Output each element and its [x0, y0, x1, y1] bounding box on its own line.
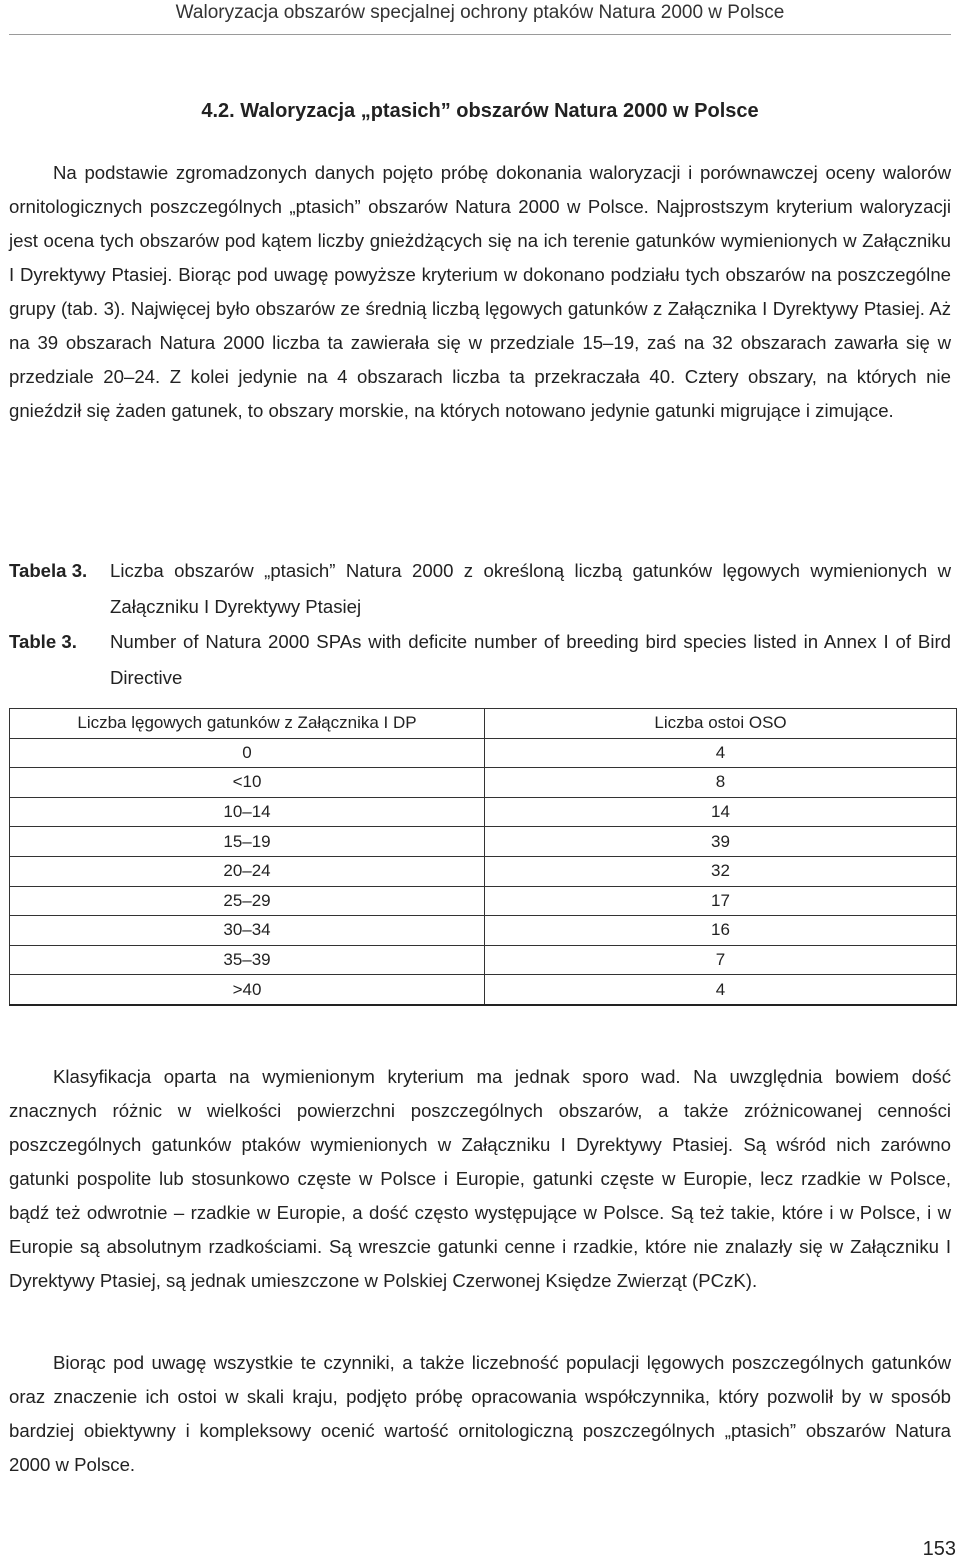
section-heading: 4.2. Waloryzacja „ptasich” obszarów Natura 2000 w Polsce — [201, 100, 759, 122]
table-cell-count: 17 — [485, 886, 957, 916]
table-cell-count: 4 — [485, 975, 957, 1005]
table-row — [10, 945, 957, 975]
table-row — [10, 886, 957, 916]
page-number: 153 — [922, 1538, 956, 1560]
table-cell-count: 32 — [485, 856, 957, 886]
table-cell-count: 8 — [485, 768, 957, 798]
body-paragraph-1: Na podstawie zgromadzonych danych pojęto próbę dokonania waloryzacji i porównawczej oceny walorów ornitologicznych poszczególnych „ptasich” obszarów Natura 2000 w Polsce. Najprostszym kryterium waloryzacji jest ocena tych obszarów pod kątem liczby gnieżdżących się na ich terenie gatunków wymienionych w Załączniku I Dyrektywy Ptasiej. Biorąc pod uwagę powyższe kryterium w dokonano podziału tych obszarów na poszczególne grupy (tab. 3). Najwięcej było obszarów ze średnią liczbą lęgowych gatunków z Załącznika I Dyrektywy Ptasiej. Aż na 39 obszarach Natura 2000 liczba ta zawierała się w przedziale 15–19, zaś na 32 obszarach zawarła się w przedziale 20–24. Z kolei jedynie na 4 obszarach liczba ta przekraczała 40. Cztery obszary, na których nie gnieździł się żaden gatunek, to obszary morskie, na których notowano jedynie gatunki migrujące i zimujące. — [9, 162, 951, 421]
table-cell-count: 4 — [485, 738, 957, 768]
table-cell-range: 0 — [10, 738, 485, 768]
body-paragraph-2: Klasyfikacja oparta na wymienionym kryterium ma jednak sporo wad. Na uwzględnia bowiem dość znacznych różnic w wielkości powierzchni poszczególnych obszarów, a także zróżnicowanej cenności poszczególnych gatunków ptaków wymienionych w Załączniku I Dyrektywy Ptasiej. Są wśród nich zarówno gatunki pospolite lub stosunkowo częste w Polsce i Europie, gatunki częste w Europie, lecz rzadkie w Polsce, bądź też odwrotnie – rzadkie w Europie, a dość często występujące w Polsce. Są też takie, które i w Polsce, i w Europie są absolutnym rzadkościami. Są wreszcie gatunki cenne i rzadkie, które nie znalazły się w Załączniku I Dyrektywy Ptasiej, są jednak umieszczone w Polskiej Czerwonej Księdze Zwierząt (PCzK). — [9, 1066, 951, 1291]
running-header: Waloryzacja obszarów specjalnej ochrony ptaków Natura 2000 w Polsce — [175, 2, 785, 23]
table-cell-count: 39 — [485, 827, 957, 857]
table-cell-range: 30–34 — [10, 916, 485, 946]
table-cell-range: 15–19 — [10, 827, 485, 857]
table-row — [10, 768, 957, 798]
table-cell-range: <10 — [10, 768, 485, 798]
table-cell-count: 7 — [485, 945, 957, 975]
table-row — [10, 916, 957, 946]
table-row — [10, 738, 957, 768]
table-row — [10, 797, 957, 827]
table-caption-en-text: Number of Natura 2000 SPAs with deficite number of breeding bird species listed in Annex I of Bird Directive — [110, 631, 951, 688]
table-row — [10, 856, 957, 886]
table-caption-pl-text: Liczba obszarów „ptasich” Natura 2000 z określoną liczbą gatunków lęgowych wymienionych w Załączniku I Dyrektywy Ptasiej — [110, 560, 951, 617]
table-caption-pl-label: Tabela 3. — [9, 560, 88, 581]
table-cell-range: 20–24 — [10, 856, 485, 886]
data-table — [9, 708, 957, 1006]
body-paragraph-3: Biorąc pod uwagę wszystkie te czynniki, a także liczebność populacji lęgowych poszczególnych gatunków oraz znaczenie ich ostoi w skali kraju, podjęto próbę opracowania współczynnika, który pozwolił by w sposób bardziej obiektywny i kompleksowy ocenić wartość ornitologiczną poszczególnych „ptasich” obszarów Natura 2000 w Polsce. — [9, 1352, 951, 1475]
table-cell-range: >40 — [10, 975, 485, 1005]
table-row — [10, 975, 957, 1005]
table-cell-range: 10–14 — [10, 797, 485, 827]
table-cell-count: 14 — [485, 797, 957, 827]
table-cell-range: 25–29 — [10, 886, 485, 916]
table-header-species-count: Liczba lęgowych gatunków z Załącznika I DP — [10, 709, 485, 739]
table-row — [10, 827, 957, 857]
table-header-site-count: Liczba ostoi OSO — [485, 709, 957, 739]
table-caption-en-label: Table 3. — [9, 631, 77, 652]
table-cell-range: 35–39 — [10, 945, 485, 975]
header-divider — [9, 34, 951, 35]
table-cell-count: 16 — [485, 916, 957, 946]
table-header-row — [10, 709, 957, 739]
